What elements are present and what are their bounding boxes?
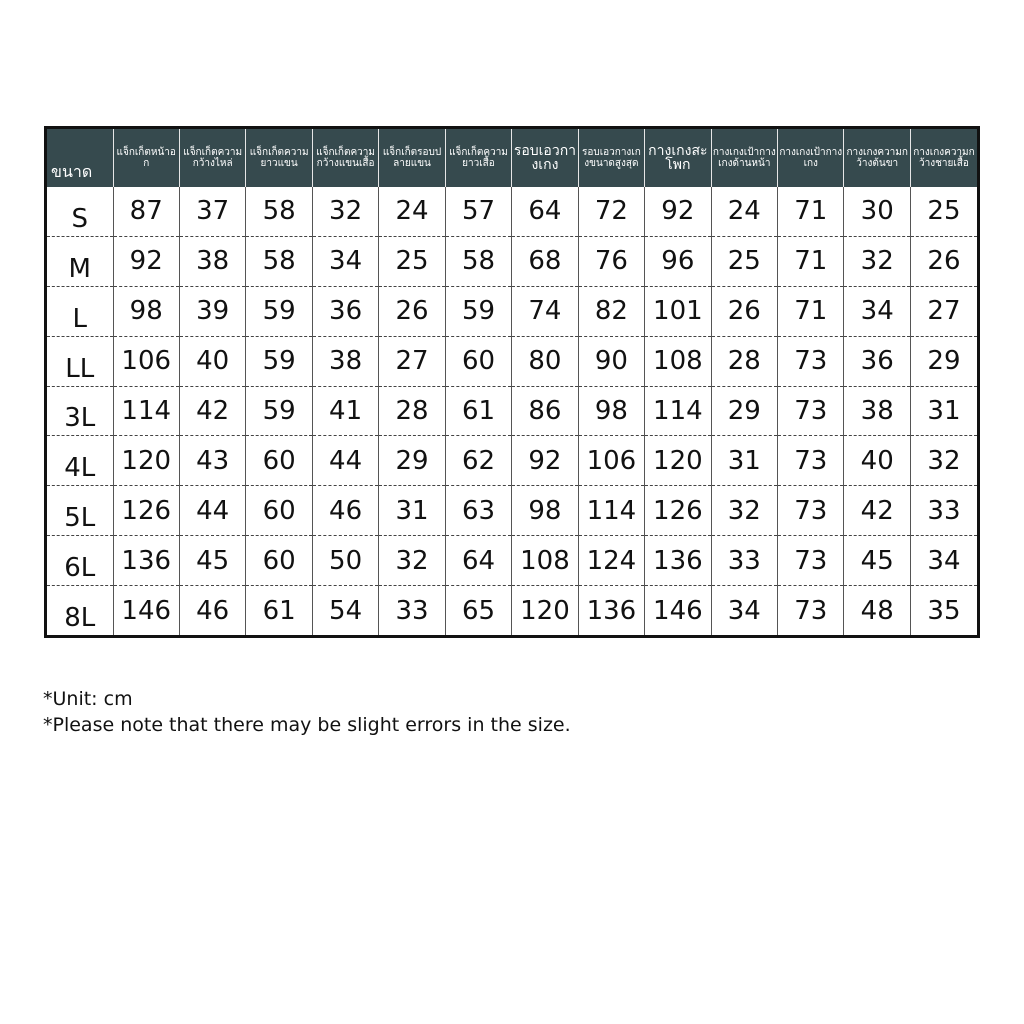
- measurement-cell: 114: [645, 386, 711, 436]
- measurement-cell: 120: [512, 586, 578, 635]
- header-pants-rise: กางเกงเป้ากางเกง: [778, 129, 844, 187]
- measurement-cell: 27: [910, 286, 977, 336]
- measurement-cell: 61: [445, 386, 511, 436]
- measurement-cell: 41: [312, 386, 378, 436]
- measurement-cell: 29: [379, 436, 445, 486]
- header-jacket-cuff: แจ็กเก็ตรอบปลายแขน: [379, 129, 445, 187]
- size-label: 5L: [47, 486, 113, 536]
- table-body: [47, 187, 977, 635]
- measurement-cell: 24: [711, 187, 777, 236]
- header-jacket-chest: แจ็กเก็ตหน้าอก: [113, 129, 179, 187]
- measurement-cell: 45: [179, 536, 245, 586]
- table-row: [47, 586, 977, 635]
- header-pants-front-rise: กางเกงเป้ากางเกงด้านหน้า: [711, 129, 777, 187]
- table-row: [47, 236, 977, 286]
- header-size: ขนาด: [47, 129, 113, 187]
- measurement-cell: 31: [711, 436, 777, 486]
- measurement-cell: 34: [711, 586, 777, 635]
- measurement-cell: 96: [645, 236, 711, 286]
- measurement-cell: 92: [113, 236, 179, 286]
- size-label: M: [47, 236, 113, 286]
- measurement-cell: 33: [379, 586, 445, 635]
- measurement-cell: 108: [512, 536, 578, 586]
- measurement-cell: 38: [179, 236, 245, 286]
- size-label: 3L: [47, 386, 113, 436]
- measurement-cell: 59: [246, 286, 312, 336]
- header-pants-waist: รอบเอวกางเกง: [512, 129, 578, 187]
- measurement-cell: 92: [645, 187, 711, 236]
- measurement-cell: 58: [445, 236, 511, 286]
- measurement-cell: 71: [778, 286, 844, 336]
- measurement-cell: 73: [778, 586, 844, 635]
- table-row: [47, 436, 977, 486]
- measurement-cell: 59: [445, 286, 511, 336]
- measurement-cell: 58: [246, 236, 312, 286]
- measurement-cell: 98: [113, 286, 179, 336]
- measurement-cell: 31: [379, 486, 445, 536]
- measurement-cell: 33: [711, 536, 777, 586]
- measurement-cell: 39: [179, 286, 245, 336]
- size-label: LL: [47, 336, 113, 386]
- measurement-cell: 43: [179, 436, 245, 486]
- measurement-cell: 25: [910, 187, 977, 236]
- measurement-cell: 28: [711, 336, 777, 386]
- measurement-cell: 60: [445, 336, 511, 386]
- measurement-cell: 60: [246, 486, 312, 536]
- measurement-cell: 36: [312, 286, 378, 336]
- measurement-cell: 73: [778, 486, 844, 536]
- header-pants-hem-width: กางเกงความกว้างชายเสื้อ: [910, 129, 977, 187]
- measurement-cell: 31: [910, 386, 977, 436]
- measurement-cell: 71: [778, 187, 844, 236]
- measurement-cell: 32: [379, 536, 445, 586]
- measurement-cell: 59: [246, 386, 312, 436]
- measurement-cell: 106: [578, 436, 644, 486]
- measurement-cell: 25: [379, 236, 445, 286]
- disclaimer-note: *Please note that there may be slight errors in the size.: [43, 714, 571, 736]
- header-jacket-sleeve-length: แจ็กเก็ตความยาวแขน: [246, 129, 312, 187]
- size-label: 6L: [47, 536, 113, 586]
- measurement-cell: 74: [512, 286, 578, 336]
- measurement-cell: 57: [445, 187, 511, 236]
- measurement-cell: 63: [445, 486, 511, 536]
- measurement-cell: 120: [645, 436, 711, 486]
- header-jacket-shoulder-width: แจ็กเก็ตความกว้างไหล่: [179, 129, 245, 187]
- measurement-cell: 124: [578, 536, 644, 586]
- measurement-cell: 146: [645, 586, 711, 635]
- measurement-cell: 36: [844, 336, 910, 386]
- measurement-cell: 92: [512, 436, 578, 486]
- table-row: [47, 286, 977, 336]
- header-pants-waist-max: รอบเอวกางเกงขนาดสูงสุด: [578, 129, 644, 187]
- measurement-cell: 33: [910, 486, 977, 536]
- measurement-cell: 90: [578, 336, 644, 386]
- measurement-cell: 82: [578, 286, 644, 336]
- measurement-cell: 73: [778, 536, 844, 586]
- measurement-cell: 61: [246, 586, 312, 635]
- measurement-cell: 64: [512, 187, 578, 236]
- size-label: 4L: [47, 436, 113, 486]
- measurement-cell: 73: [778, 436, 844, 486]
- measurement-cell: 38: [844, 386, 910, 436]
- measurement-cell: 62: [445, 436, 511, 486]
- header-jacket-sleeve-width: แจ็กเก็ตความกว้างแขนเสื้อ: [312, 129, 378, 187]
- measurement-cell: 44: [312, 436, 378, 486]
- measurement-cell: 98: [512, 486, 578, 536]
- measurement-cell: 26: [711, 286, 777, 336]
- table-row: [47, 386, 977, 436]
- size-label: L: [47, 286, 113, 336]
- measurement-cell: 42: [179, 386, 245, 436]
- measurement-cell: 73: [778, 386, 844, 436]
- measurement-cell: 27: [379, 336, 445, 386]
- size-table: [47, 129, 977, 635]
- measurement-cell: 59: [246, 336, 312, 386]
- measurement-cell: 58: [246, 187, 312, 236]
- size-label: S: [47, 187, 113, 236]
- notes: [43, 686, 571, 738]
- measurement-cell: 42: [844, 486, 910, 536]
- measurement-cell: 25: [711, 236, 777, 286]
- measurement-cell: 32: [711, 486, 777, 536]
- measurement-cell: 38: [312, 336, 378, 386]
- measurement-cell: 28: [379, 386, 445, 436]
- measurement-cell: 40: [179, 336, 245, 386]
- measurement-cell: 65: [445, 586, 511, 635]
- measurement-cell: 44: [179, 486, 245, 536]
- measurement-cell: 108: [645, 336, 711, 386]
- measurement-cell: 37: [179, 187, 245, 236]
- measurement-cell: 106: [113, 336, 179, 386]
- measurement-cell: 80: [512, 336, 578, 386]
- measurement-cell: 60: [246, 536, 312, 586]
- measurement-cell: 30: [844, 187, 910, 236]
- measurement-cell: 29: [910, 336, 977, 386]
- measurement-cell: 46: [179, 586, 245, 635]
- header-pants-hip: กางเกงสะโพก: [645, 129, 711, 187]
- measurement-cell: 98: [578, 386, 644, 436]
- header-jacket-length: แจ็กเก็ตความยาวเสื้อ: [445, 129, 511, 187]
- measurement-cell: 136: [113, 536, 179, 586]
- measurement-cell: 34: [312, 236, 378, 286]
- table-row: [47, 187, 977, 236]
- measurement-cell: 50: [312, 536, 378, 586]
- measurement-cell: 86: [512, 386, 578, 436]
- measurement-cell: 114: [578, 486, 644, 536]
- measurement-cell: 29: [711, 386, 777, 436]
- size-chart: [44, 126, 980, 638]
- measurement-cell: 26: [379, 286, 445, 336]
- measurement-cell: 68: [512, 236, 578, 286]
- header-pants-thigh-width: กางเกงความกว้างต้นขา: [844, 129, 910, 187]
- measurement-cell: 32: [844, 236, 910, 286]
- measurement-cell: 101: [645, 286, 711, 336]
- measurement-cell: 60: [246, 436, 312, 486]
- measurement-cell: 72: [578, 187, 644, 236]
- measurement-cell: 136: [645, 536, 711, 586]
- measurement-cell: 136: [578, 586, 644, 635]
- measurement-cell: 24: [379, 187, 445, 236]
- table-row: [47, 336, 977, 386]
- measurement-cell: 146: [113, 586, 179, 635]
- measurement-cell: 120: [113, 436, 179, 486]
- unit-note: *Unit: cm: [43, 688, 133, 710]
- measurement-cell: 46: [312, 486, 378, 536]
- measurement-cell: 45: [844, 536, 910, 586]
- measurement-cell: 73: [778, 336, 844, 386]
- measurement-cell: 32: [910, 436, 977, 486]
- measurement-cell: 32: [312, 187, 378, 236]
- measurement-cell: 34: [910, 536, 977, 586]
- measurement-cell: 114: [113, 386, 179, 436]
- measurement-cell: 126: [113, 486, 179, 536]
- table-row: [47, 486, 977, 536]
- measurement-cell: 64: [445, 536, 511, 586]
- measurement-cell: 34: [844, 286, 910, 336]
- measurement-cell: 26: [910, 236, 977, 286]
- size-label: 8L: [64, 603, 96, 633]
- header-row: [47, 129, 977, 187]
- measurement-cell: 48: [844, 586, 910, 635]
- measurement-cell: 126: [645, 486, 711, 536]
- measurement-cell: 71: [778, 236, 844, 286]
- measurement-cell: 76: [578, 236, 644, 286]
- measurement-cell: 35: [910, 586, 977, 635]
- measurement-cell: 40: [844, 436, 910, 486]
- measurement-cell: 87: [113, 187, 179, 236]
- table-row: [47, 536, 977, 586]
- measurement-cell: 54: [312, 586, 378, 635]
